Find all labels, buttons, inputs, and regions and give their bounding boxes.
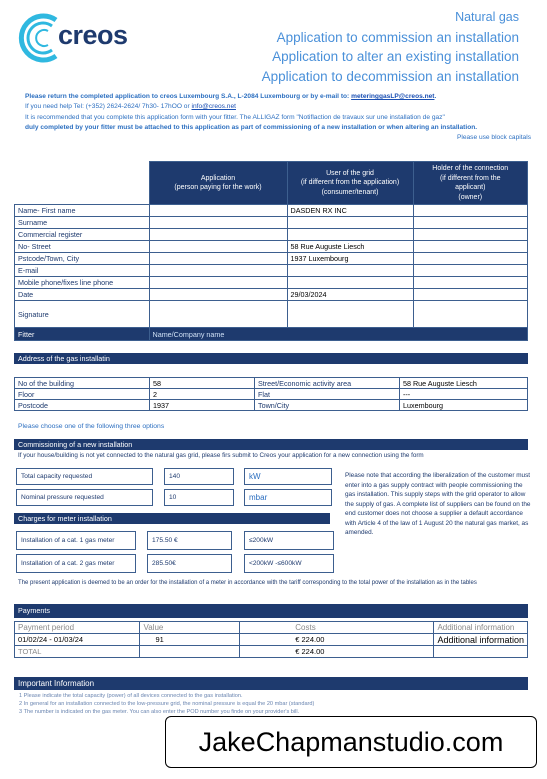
holder-cell[interactable] <box>413 265 528 277</box>
applicant-cell[interactable] <box>149 217 287 229</box>
supplier-note: Please note that according the liberalization of the customer must enter into a gas supply contract with people commissioning the gas installation. This supply steps with the grid operator to allow the supply of gas. A complete list of suppliers can be found on the end customer does not choose a supplier a default accordance with Article 4 of the law of 1 August 20 the natural gas market, as amended. <box>345 472 531 536</box>
table-row <box>15 241 528 253</box>
title-natural-gas: Natural gas <box>455 10 519 24</box>
capacity-input[interactable]: 140 <box>164 468 234 485</box>
table-row <box>15 634 528 646</box>
options-note: Please choose one of the following three options <box>18 423 165 430</box>
header-info: Additional information <box>434 622 528 634</box>
header-holder: Holder of the connection (if different from the applicant) (owner) <box>413 162 528 205</box>
applicant-cell[interactable] <box>149 205 287 217</box>
address-value[interactable]: 2 <box>150 389 255 400</box>
holder-signature-cell[interactable] <box>413 301 528 328</box>
payments-title: Payments <box>14 604 528 618</box>
table-row <box>15 217 528 229</box>
applicant-cell[interactable] <box>149 277 287 289</box>
important-notes <box>19 692 314 716</box>
commissioning-title: Commissioning of a new installation <box>14 439 528 450</box>
header-user: User of the grid (if different from the application) (consumer/tenant) <box>287 162 413 205</box>
holder-cell[interactable] <box>413 217 528 229</box>
payment-period: 01/02/24 - 01/03/24 <box>15 634 140 646</box>
address-table <box>14 377 528 411</box>
intro-line3: It is recommended that you complete this application form with your fitter. The ALLIGAZ form "Notiflaction de travaux sur une installation de gaz" <box>25 113 445 121</box>
footnote-2: 2 In general for an installation connected to the low-pressure grid, the nominal pressure is equal the 20 mbar (standard) <box>19 701 315 707</box>
header-value: Value <box>140 622 240 634</box>
cat1-price[interactable]: 175.50 € <box>147 531 232 550</box>
row-label: No- Street <box>15 241 150 253</box>
cat2-range: <200kW -≤600kW <box>244 554 334 573</box>
capacity-unit: kW <box>244 468 332 485</box>
address-section-title: Address of the gas installatin <box>14 353 528 364</box>
intro-line2: If you need help Tel: (+352) 2624-2624/ 7h30- 17hOO or <box>25 103 190 111</box>
address-label: Postcode <box>15 400 150 411</box>
row-label: Mobile phone/fixes line phone <box>15 277 150 289</box>
row-label: Pstcode/Town, City <box>15 253 150 265</box>
block-capitals-note: Please use block capitals <box>456 134 531 142</box>
table-row <box>15 646 528 658</box>
row-label: Surname <box>15 217 150 229</box>
address-label: No of the building <box>15 378 150 389</box>
applicant-cell[interactable] <box>149 241 287 253</box>
metering-email-link[interactable]: meteringgasLP@creos.net <box>351 93 435 100</box>
watermark-label: JakeChapmanstudio.com <box>165 716 537 768</box>
fitter-row <box>15 328 528 341</box>
pressure-input[interactable]: 10 <box>164 489 234 506</box>
holder-cell[interactable] <box>413 229 528 241</box>
user-cell[interactable] <box>287 265 413 277</box>
pressure-unit: mbar <box>244 489 332 506</box>
commissioning-subtitle: If your house/building is not yet connected to the natural gas grid, please firs submit to Creos your application for a new connection using the form <box>18 452 424 459</box>
address-value[interactable]: --- <box>400 389 528 400</box>
intro-line1-end: . <box>434 93 437 100</box>
table-row <box>15 389 528 400</box>
user-cell[interactable] <box>287 229 413 241</box>
applicant-cell[interactable] <box>149 265 287 277</box>
pressure-label: Nominal pressure requested <box>16 489 153 506</box>
payments-table <box>14 621 528 658</box>
table-row <box>15 378 528 389</box>
fitter-name-field[interactable]: Name/Company name <box>149 328 528 341</box>
table-row <box>15 205 528 217</box>
payment-info: Additional information <box>434 634 528 646</box>
payments-header-row <box>15 622 528 634</box>
user-cell[interactable]: 1937 Luxembourg <box>287 253 413 265</box>
address-label: Street/Economic activity area <box>255 378 400 389</box>
table-row <box>15 265 528 277</box>
applicant-cell[interactable] <box>149 253 287 265</box>
applicant-cell[interactable] <box>149 289 287 301</box>
address-label: Floor <box>15 389 150 400</box>
cat2-label: Installation of a cat. 2 gas meter <box>16 554 136 573</box>
address-value[interactable]: 1937 <box>150 400 255 411</box>
row-label: Date <box>15 289 150 301</box>
header-costs: Costs <box>240 622 434 634</box>
table-row <box>15 400 528 411</box>
payment-total-costs: € 224.00 <box>240 646 434 658</box>
important-title: Important Information <box>14 677 528 690</box>
row-label: Name- First name <box>15 205 150 217</box>
title-decommission: Application to decommission an installation <box>261 68 519 84</box>
party-table <box>14 161 528 341</box>
cat2-price[interactable]: 285.50€ <box>147 554 232 573</box>
title-alter: Application to alter an existing installation <box>272 49 519 64</box>
cat1-range: ≤200kW <box>244 531 334 550</box>
user-cell[interactable] <box>287 277 413 289</box>
header-applicant: Application (person paying for the work) <box>149 162 287 205</box>
brand-name: creos <box>58 20 128 50</box>
payment-costs: € 224.00 <box>240 634 434 646</box>
payment-total-label: TOTAL <box>15 646 140 658</box>
address-value[interactable]: 58 Rue Auguste Liesch <box>400 378 528 389</box>
holder-cell[interactable] <box>413 253 528 265</box>
user-cell[interactable]: 58 Rue Auguste Liesch <box>287 241 413 253</box>
cat1-label: Installation of a cat. 1 gas meter <box>16 531 136 550</box>
row-label: Commercial register <box>15 229 150 241</box>
row-label: E-mail <box>15 265 150 277</box>
title-commission: Application to commission an installation <box>276 29 519 45</box>
intro-text <box>25 92 531 143</box>
address-label: Flat <box>255 389 400 400</box>
intro-line1: Please return the completed application to creos Luxembourg S.A., L-2084 Luxembourg or by e-mail to: <box>25 93 350 100</box>
holder-cell[interactable] <box>413 205 528 217</box>
table-row <box>15 229 528 241</box>
address-label: Town/City <box>255 400 400 411</box>
holder-cell[interactable] <box>413 289 528 301</box>
charges-note: The present application is deemed to be an order for the installation of a meter in accordance with the tariff corresponding to the total power of the installation as in the tables <box>18 580 477 586</box>
user-signature-cell[interactable] <box>287 301 413 328</box>
user-cell[interactable]: DASDEN RX INC <box>287 205 413 217</box>
fitter-label: Fitter <box>15 328 150 341</box>
table-row <box>15 301 528 328</box>
address-value[interactable]: Luxembourg <box>400 400 528 411</box>
table-row <box>15 253 528 265</box>
table-row <box>15 277 528 289</box>
row-label: Signature <box>15 301 150 328</box>
address-value[interactable]: 58 <box>150 378 255 389</box>
info-email-link[interactable]: info@creos.net <box>191 103 236 111</box>
form-titles <box>262 8 519 86</box>
user-cell[interactable]: 29/03/2024 <box>287 289 413 301</box>
payment-total-value <box>140 646 240 658</box>
holder-cell[interactable] <box>413 241 528 253</box>
header-period: Payment period <box>15 622 140 634</box>
user-cell[interactable] <box>287 217 413 229</box>
capacity-label: Total capacity requested <box>16 468 153 485</box>
applicant-cell[interactable] <box>149 229 287 241</box>
charges-title: Charges for meter installation <box>14 513 330 524</box>
applicant-signature-cell[interactable] <box>149 301 287 328</box>
payment-total-info <box>434 646 528 658</box>
footnote-1: 1 Please indicate the total capacity (power) of all devices connected to the gas installation. <box>19 693 243 699</box>
payment-value: 91 <box>140 634 240 646</box>
footnote-3: 3 The number is indicated on the gas meter. You can also enter the POD number you finde on your provider's bill. <box>19 709 300 715</box>
intro-line4: duly completed by your fitter must be attached to this application as part of commissioning of a new installation or when altering an installation. <box>25 123 478 131</box>
table-row <box>15 289 528 301</box>
holder-cell[interactable] <box>413 277 528 289</box>
